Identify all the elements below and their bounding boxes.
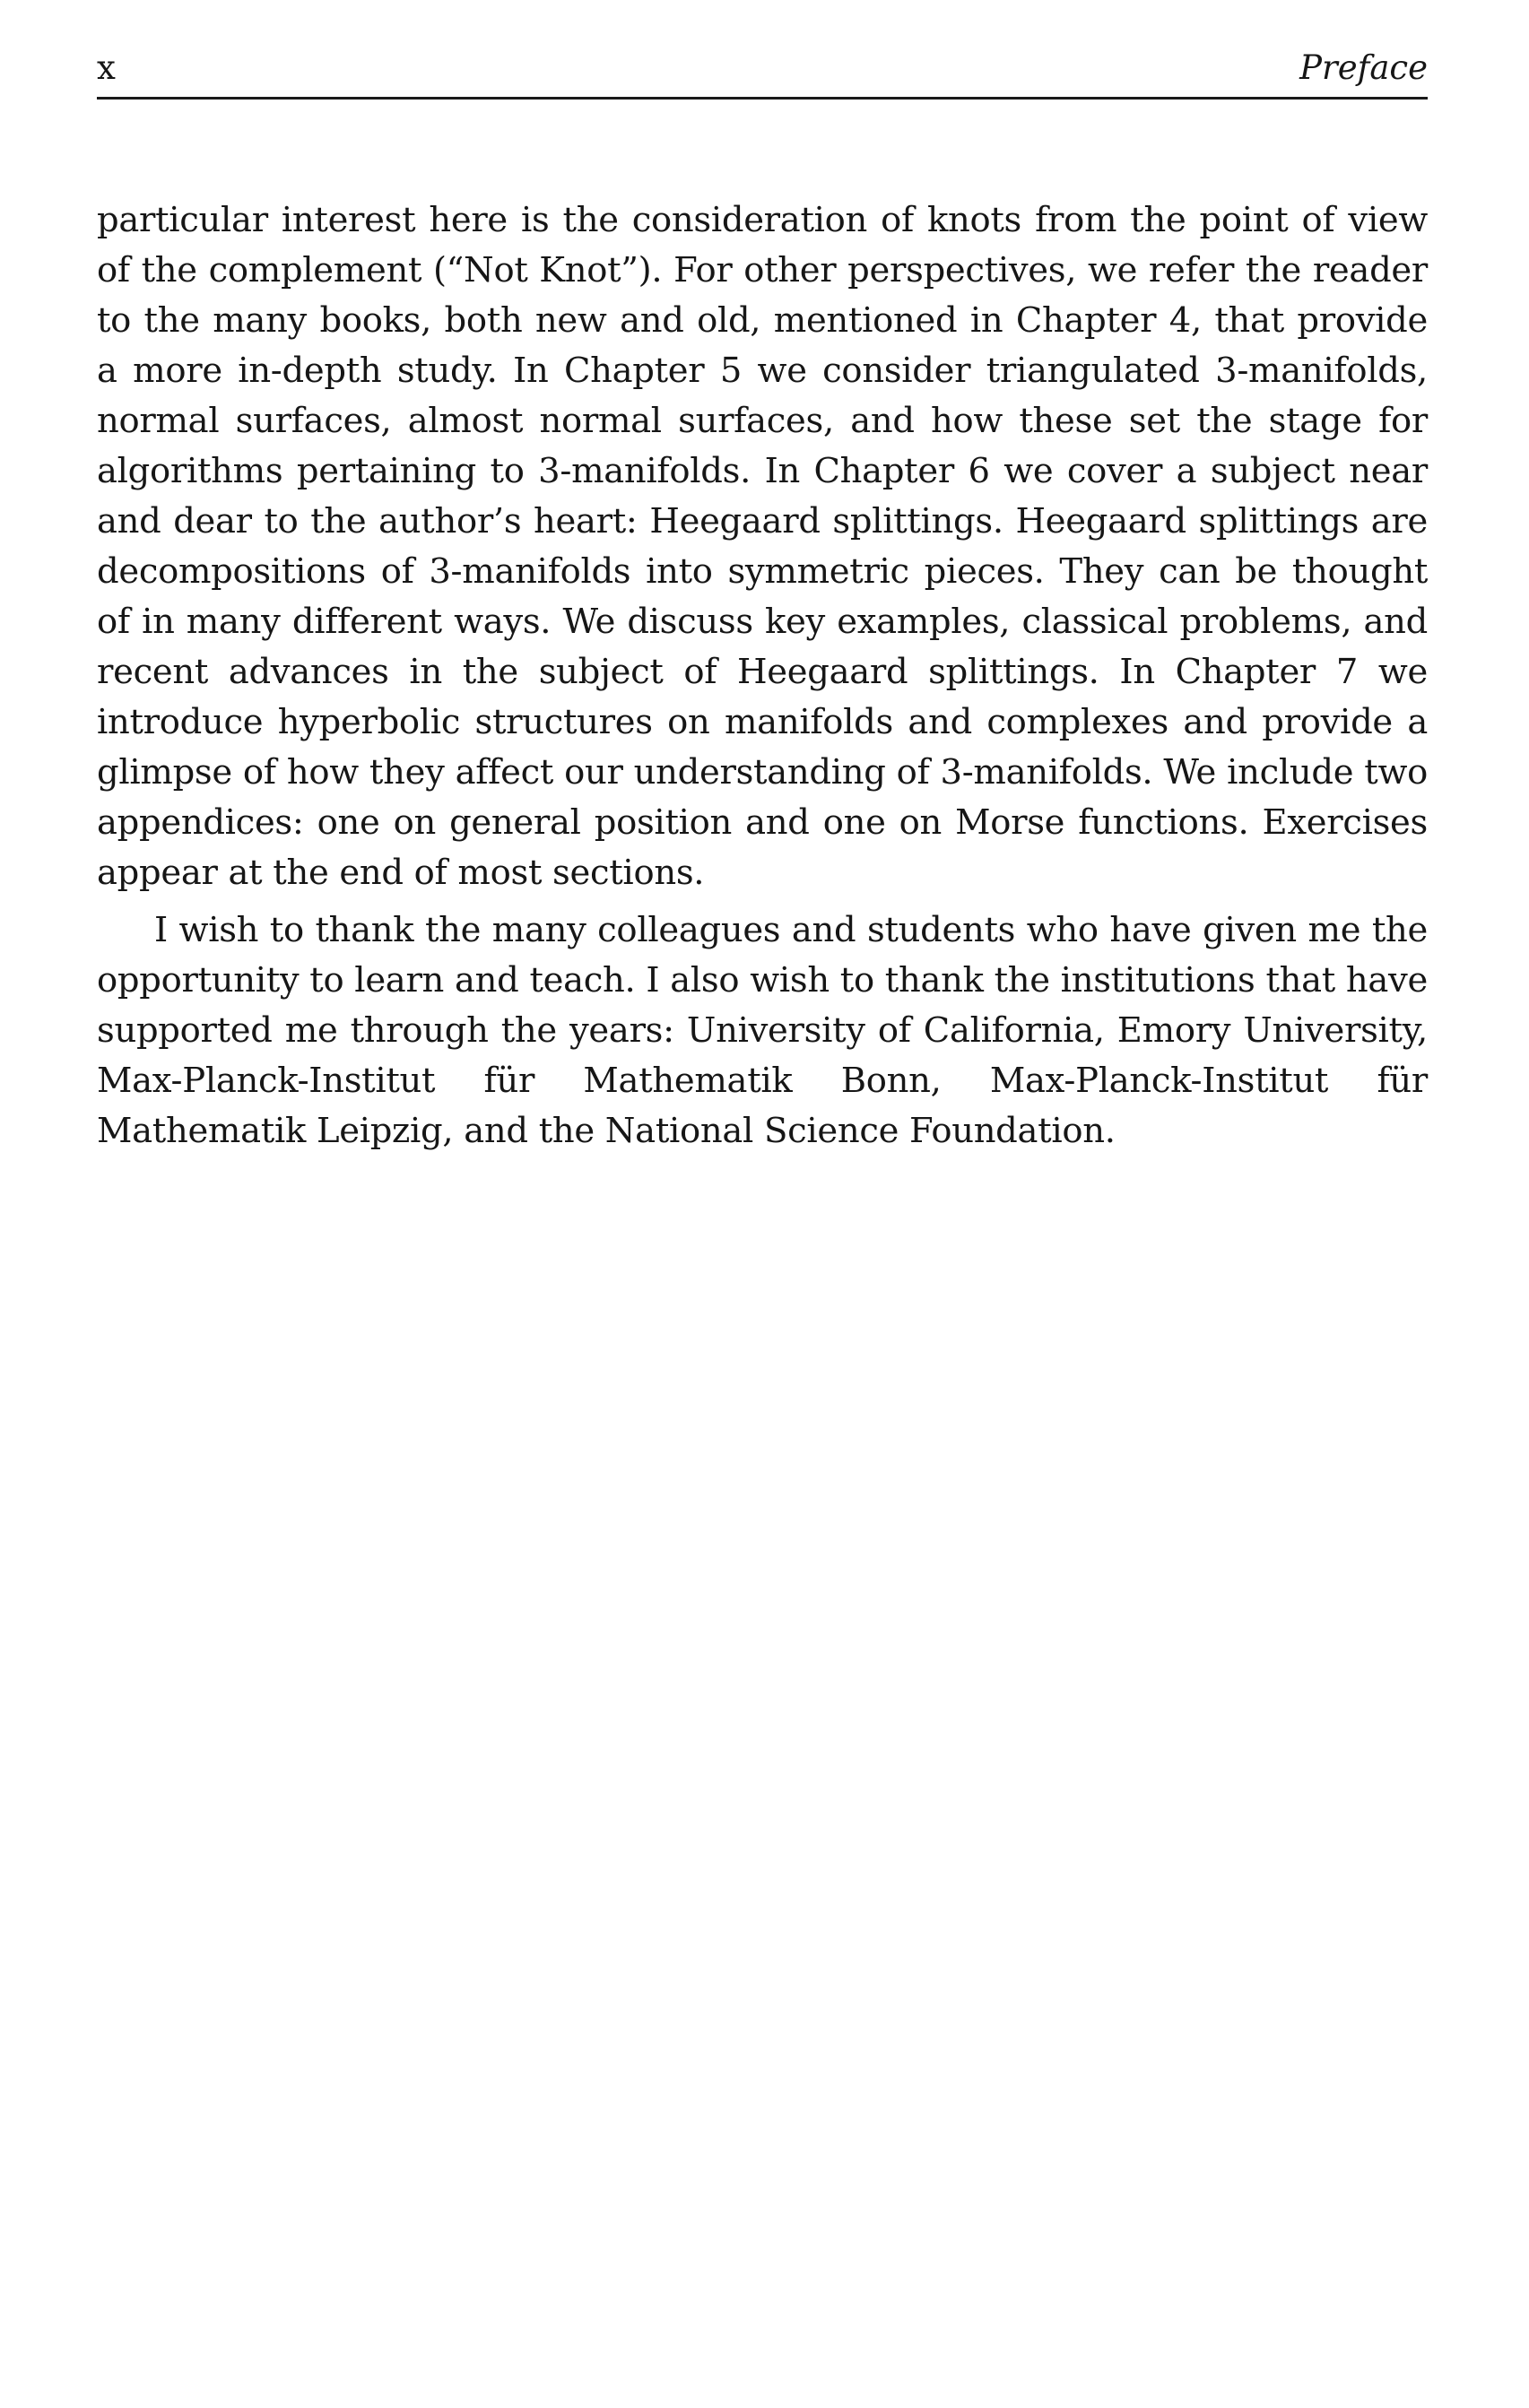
paragraph-acknowledgements: I wish to thank the many colleagues and students who have given me the opportunity to learn and teach. I also wish to thank the institutions that have supported me through the years: University of California, Emory University, Max-Planck-Institut für Mathematik Bonn, Max-Planck-Institut für Mathematik Leipzig, and the National Science Foundation. (97, 910, 1428, 1151)
page-number: x (97, 48, 116, 87)
running-head (97, 45, 1428, 97)
body-text (97, 195, 1428, 1156)
paragraph-chapter-overview: particular interest here is the consideration of knots from the point of view of the complement (“Not Knot”). For other perspectives, we refer the reader to the many books, both new and old, mentioned in Chapter 4, that provide a more in-depth study. In Chapter 5 we consider triangulated 3-manifolds, normal surfaces, almost normal surfaces, and how these set the stage for algorithms pertaining to 3-manifolds. In Chapter 6 we cover a subject near and dear to the author’s heart: Heegaard splittings. Heegaard splittings are decompositions of 3-manifolds into symmetric pieces. They can be thought of in many different ways. We discuss key examples, classical problems, and recent advances in the subject of Heegaard splittings. In Chapter 7 we introduce hyperbolic structures on manifolds and complexes and provide a glimpse of how they affect our understanding of 3-manifolds. We include two appendices: one on general position and one on Morse functions. Exercises appear at the end of most sections. (97, 200, 1428, 893)
running-title: Preface (1299, 48, 1428, 87)
header-rule (97, 97, 1428, 100)
